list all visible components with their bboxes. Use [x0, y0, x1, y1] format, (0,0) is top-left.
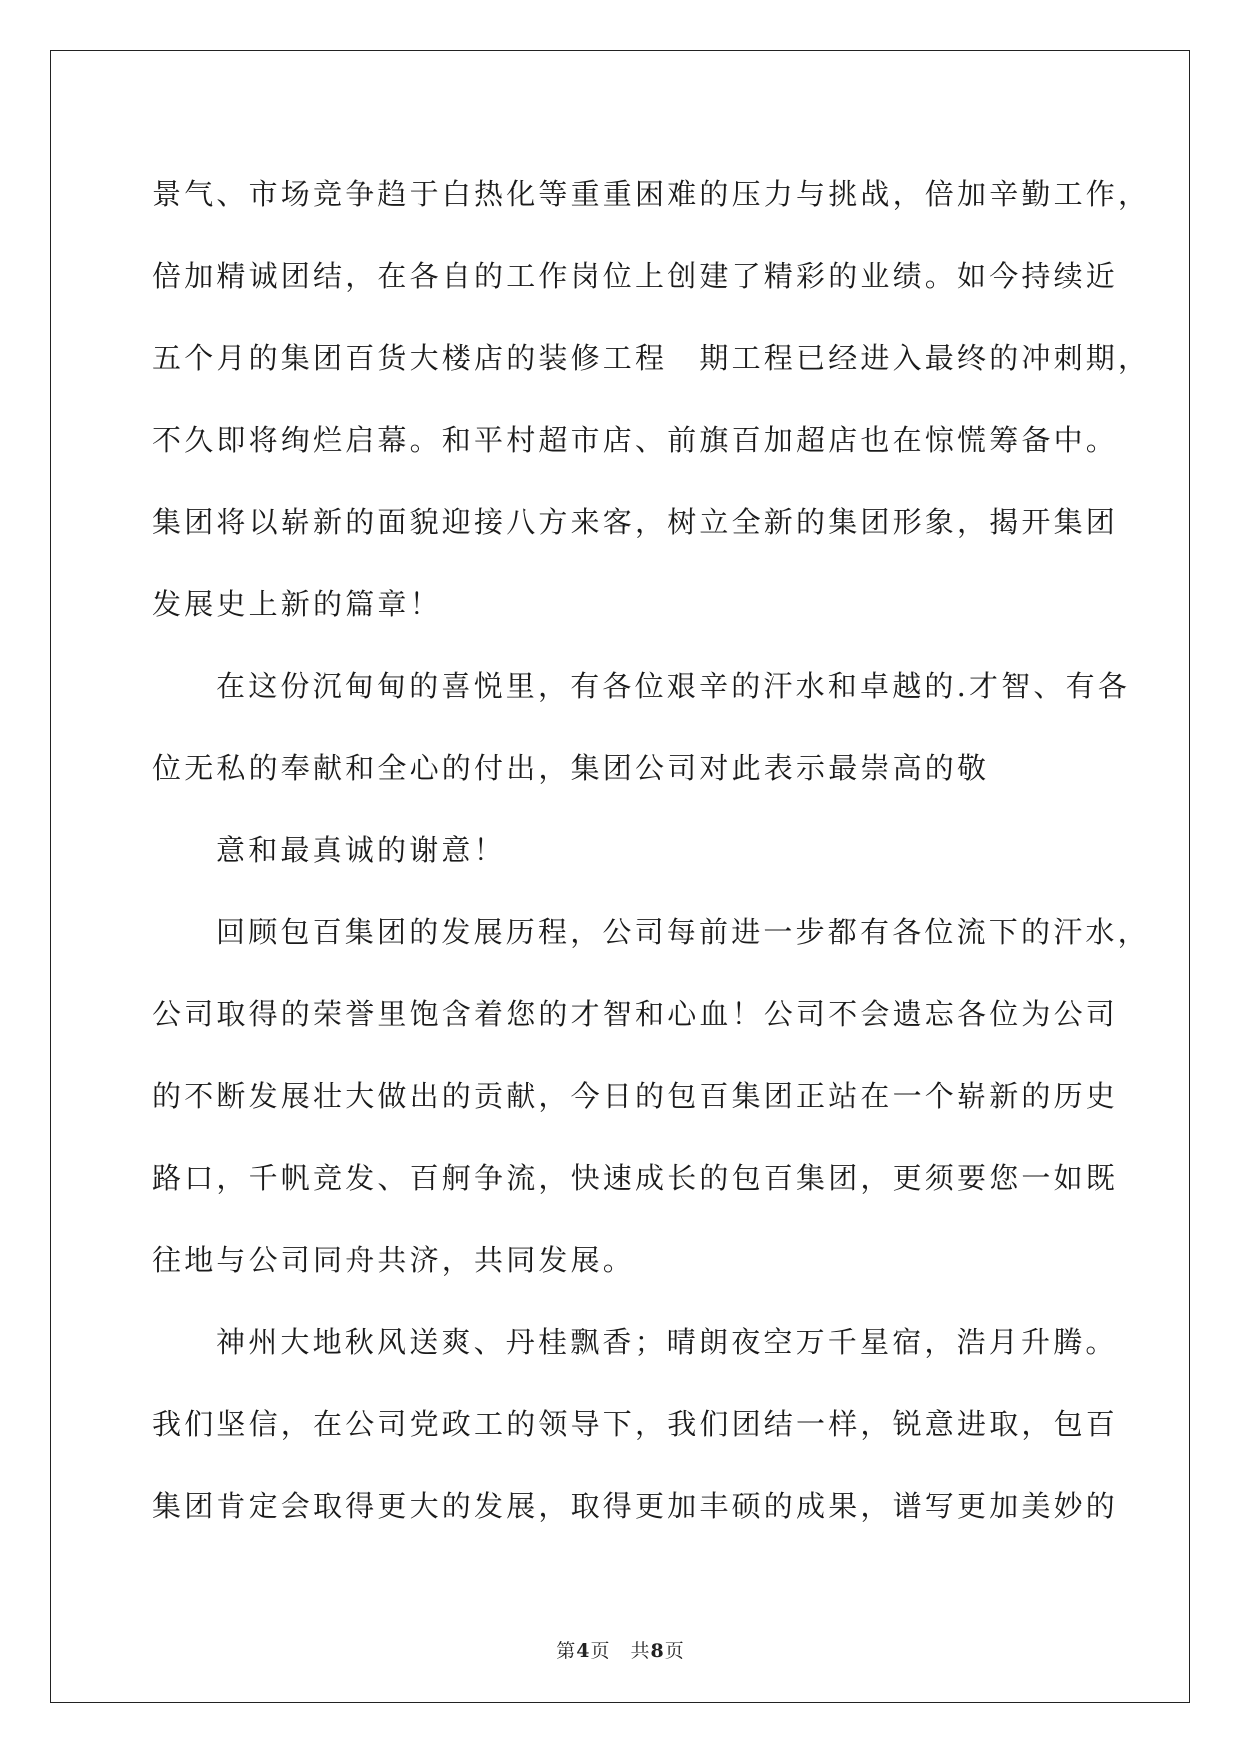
footer-suffix: 页	[664, 1640, 685, 1662]
text-line-14: 往地与公司同舟共济，共同发展。	[152, 1243, 636, 1277]
document-body	[152, 168, 1151, 1562]
text-line-7: 在这份沉甸甸的喜悦里，有各位艰辛的汗水和卓越的.才智、有各	[216, 669, 1131, 703]
text-line-11: 公司取得的荣誉里饱含着您的才智和心血！公司不会遗忘各位为公司	[152, 997, 1119, 1031]
total-page-number: 8	[650, 1640, 665, 1662]
text-line-17: 集团肯定会取得更大的发展，取得更加丰硕的成果，谱写更加美妙的	[152, 1489, 1119, 1523]
text-line-9: 意和最真诚的谢意！	[216, 833, 506, 867]
text-line-16: 我们坚信，在公司党政工的领导下，我们团结一样，锐意进取，包百	[152, 1407, 1119, 1441]
text-line-15: 神州大地秋风送爽、丹桂飘香；晴朗夜空万千星宿，浩月升腾。	[216, 1325, 1118, 1359]
page-footer	[0, 1636, 1241, 1663]
text-line-12: 的不断发展壮大做出的贡献，今日的包百集团正站在一个崭新的历史	[152, 1079, 1119, 1113]
text-line-1: 景气、市场竞争趋于白热化等重重困难的压力与挑战，倍加辛勤工作，	[152, 177, 1151, 211]
text-line-3: 五个月的集团百货大楼店的装修工程 期工程已经进入最终的冲刺期，	[152, 341, 1151, 375]
text-line-2: 倍加精诚团结，在各自的工作岗位上创建了精彩的业绩。如今持续近	[152, 259, 1119, 293]
text-line-4: 不久即将绚烂启幕。和平村超市店、前旗百加超店也在惊慌筹备中。	[152, 423, 1119, 457]
footer-middle: 页 共	[590, 1640, 651, 1662]
text-line-5: 集团将以崭新的面貌迎接八方来客，树立全新的集团形象，揭开集团	[152, 505, 1119, 539]
text-line-10: 回顾包百集团的发展历程，公司每前进一步都有各位流下的汗水，	[216, 915, 1150, 949]
text-line-13: 路口，千帆竞发、百舸争流，快速成长的包百集团，更须要您一如既	[152, 1161, 1119, 1195]
footer-prefix: 第	[556, 1640, 577, 1662]
text-line-6: 发展史上新的篇章！	[152, 587, 442, 621]
current-page-number: 4	[576, 1640, 591, 1662]
text-line-8: 位无私的奉献和全心的付出，集团公司对此表示最崇高的敬	[152, 751, 990, 785]
